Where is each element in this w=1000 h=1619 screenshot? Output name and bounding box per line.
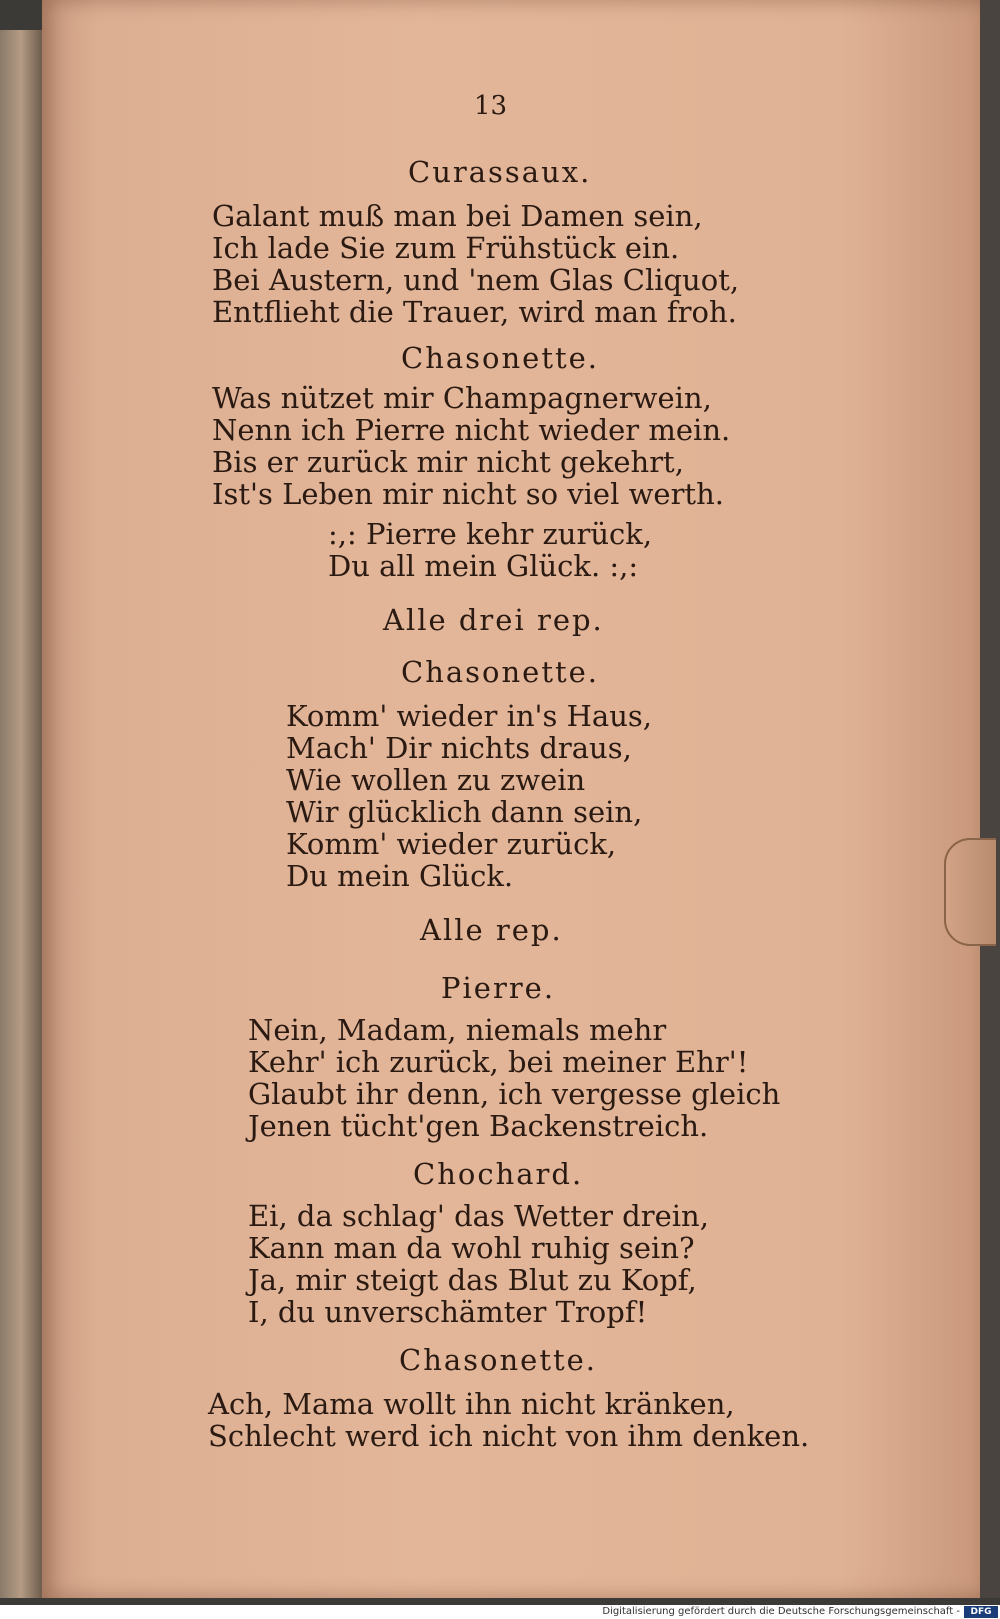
verse-line: Nenn ich Pierre nicht wieder mein. (212, 413, 731, 447)
verse-line: :,: Pierre kehr zurück, (328, 517, 653, 551)
page-number: 13 (474, 91, 508, 121)
verse-line: Mach' Dir nichts draus, (286, 731, 632, 765)
verse-line: Bis er zurück mir nicht gekehrt, (212, 445, 684, 479)
verse-line: Komm' wieder zurück, (286, 827, 617, 861)
verse-line: Schlecht werd ich nicht von ihm denken. (208, 1419, 810, 1453)
verse-line: I, du unverschämter Tropf! (248, 1295, 648, 1329)
funding-credit: Digitalisierung gefördert durch die Deutsche Forschungsgemeinschaft - (602, 1606, 960, 1617)
speaker-name: Pierre. (441, 971, 556, 1005)
verse-line: Nein, Madam, niemals mehr (248, 1013, 667, 1047)
verse-line: Wir glücklich dann sein, (286, 795, 643, 829)
stage-direction: Alle drei rep. (383, 603, 604, 637)
verse-line: Komm' wieder in's Haus, (286, 699, 652, 733)
verse-line: Ja, mir steigt das Blut zu Kopf, (248, 1263, 697, 1297)
verse-line: Was nützet mir Champagnerwein, (212, 381, 712, 415)
speaker-name: Curassaux. (408, 155, 592, 189)
verse-line: Ei, da schlag' das Wetter drein, (248, 1199, 709, 1233)
speaker-name: Chasonette. (401, 341, 600, 375)
dfg-logo: DFG (964, 1606, 998, 1618)
speaker-name: Chasonette. (399, 1343, 598, 1377)
footer-bar (0, 1605, 1000, 1619)
verse-line: Du all mein Glück. :,: (328, 549, 639, 583)
verse-line: Entflieht die Trauer, wird man froh. (212, 295, 737, 329)
verse-line: Bei Austern, und 'nem Glas Cliquot, (212, 263, 740, 297)
verse-line: Ist's Leben mir nicht so viel werth. (212, 477, 724, 511)
verse-line: Jenen tücht'gen Backenstreich. (248, 1109, 709, 1143)
verse-line: Ich lade Sie zum Frühstück ein. (212, 231, 680, 265)
speaker-name: Chasonette. (401, 655, 600, 689)
verse-line: Glaubt ihr denn, ich vergesse gleich (248, 1077, 781, 1111)
verse-line: Kehr' ich zurück, bei meiner Ehr'! (248, 1045, 749, 1079)
verse-line: Galant muß man bei Damen sein, (212, 199, 703, 233)
stage-direction: Alle rep. (420, 913, 563, 947)
verse-line: Wie wollen zu zwein (286, 763, 586, 797)
verse-line: Ach, Mama wollt ihn nicht kränken, (208, 1387, 735, 1421)
verse-line: Kann man da wohl ruhig sein? (248, 1231, 695, 1265)
speaker-name: Chochard. (413, 1157, 584, 1191)
verse-line: Du mein Glück. (286, 859, 514, 893)
